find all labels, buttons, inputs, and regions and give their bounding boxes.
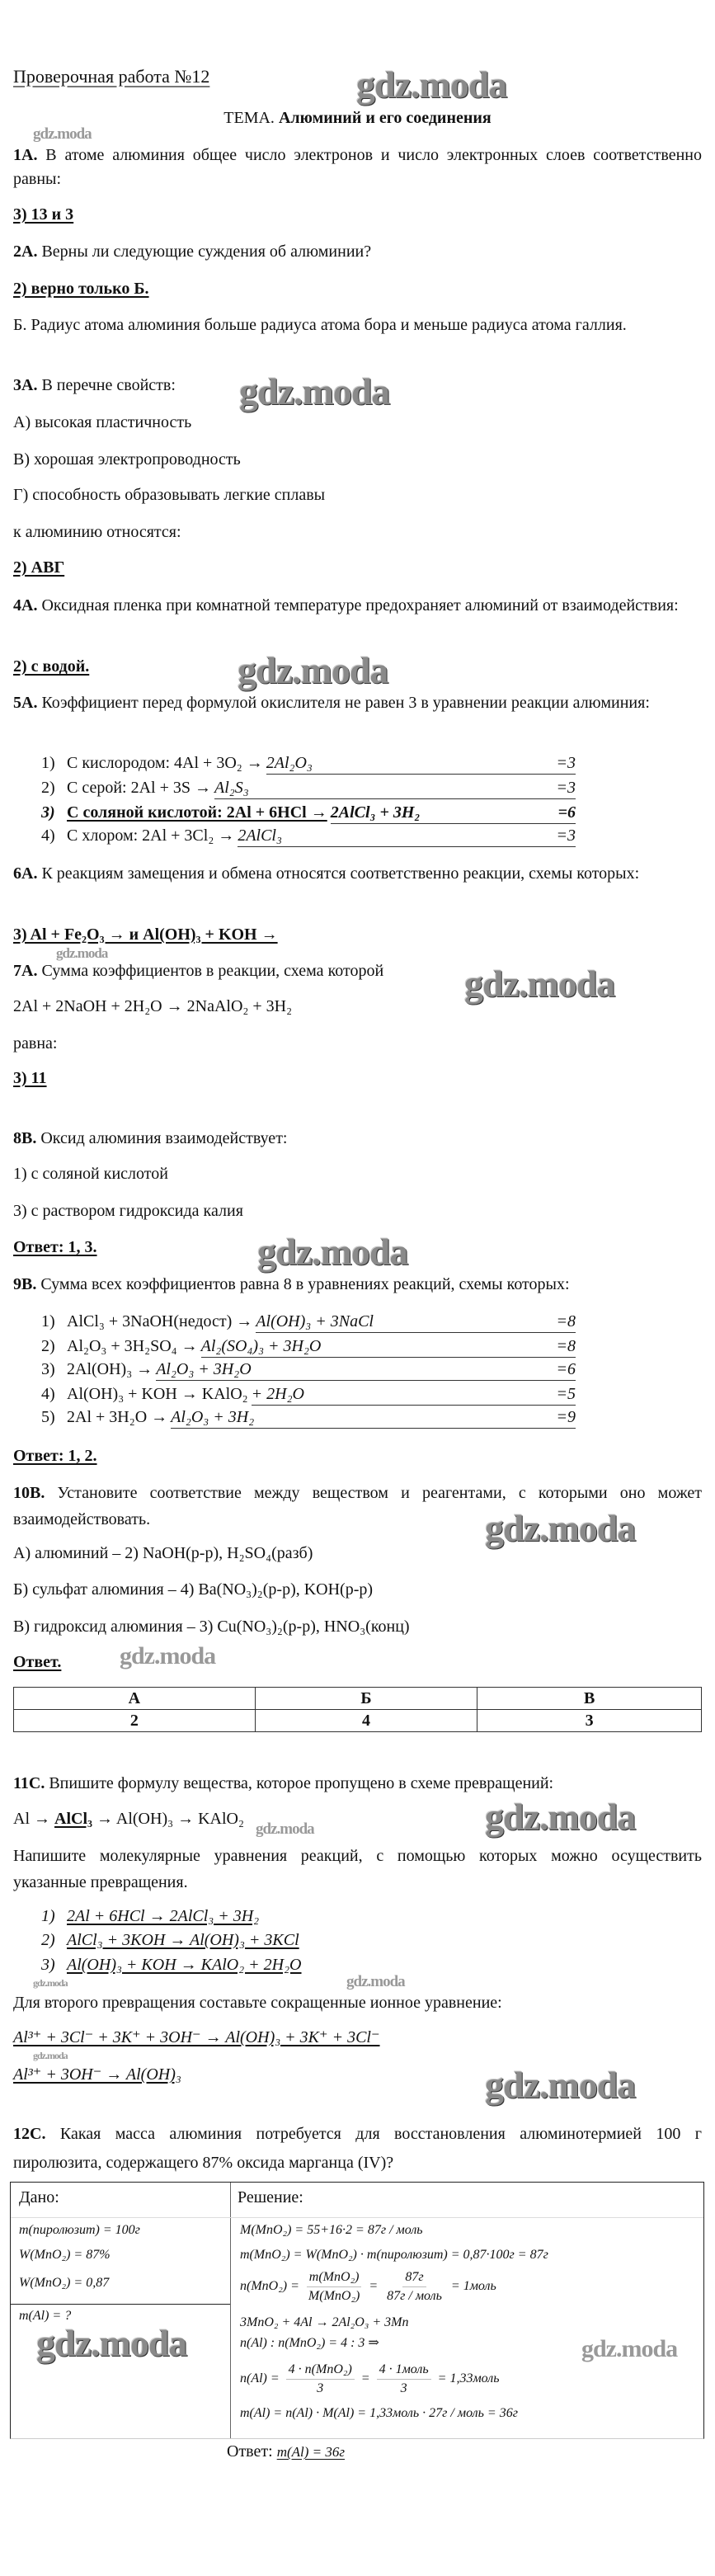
question-9 [13,1274,570,1295]
fraction [286,2361,355,2398]
watermark-logo: gdz.moda [33,1977,68,1989]
answer-4: 2) с водой. [13,657,90,676]
fraction [377,2361,431,2398]
solution-header: Решение: [238,2188,303,2206]
question-1 [13,144,702,191]
coefficient-sum: =8 [556,1312,576,1330]
equation-row [41,1335,576,1358]
question-text: Впишите формулу вещества, которое пропущено в схеме превращений: [49,1774,554,1792]
transformation-chain [13,1808,244,1830]
item-number: 4) [41,1385,55,1403]
item-number: 1) [41,1907,55,1925]
answer-value: m(Al) = 36г [276,2444,345,2460]
equation-answer [252,1383,576,1406]
equation-answer [256,1311,576,1333]
watermark-logo: gdz.moda [239,370,390,412]
equals: = [369,2279,379,2294]
question-number: 5А. [13,694,38,712]
equation-rhs: + 2H₂O [251,1385,304,1403]
question-text: К реакциям замещения и обмена относятся соответственно реакции, схемы которых: [41,864,640,883]
question-12 [13,2120,702,2178]
question-text: Коэффициент перед формулой окислителя не равен 3 в уравнении реакции алюминия: [41,694,650,712]
question-text: Установите соответствие между веществом и реагентами, с которыми оно может взаимодействовать. [13,1484,703,1528]
table-header-row [14,1688,702,1710]
question-number: 3А. [13,376,38,394]
equation-lhs: С серой: 2Al + 3S → [67,779,211,797]
equation-rhs: 2Al₂O₃ [266,754,313,772]
coefficient-sum: =3 [556,826,576,845]
equation-row [41,1383,576,1406]
watermark-logo: gdz.moda [485,1507,636,1549]
question-number: 11С. [13,1774,45,1792]
question-3 [13,374,176,396]
topic-heading [0,107,715,129]
equation-row [41,1406,576,1429]
equation-lhs: 2Al(OH)₃ → [67,1360,153,1378]
watermark-logo: gdz.moda [256,1820,314,1838]
watermark-logo: gdz.moda [356,64,507,106]
item-number: 1) [41,754,55,772]
given-item: W(MnO₂) = 87% [19,2248,111,2262]
equation-answer [238,825,576,847]
question-text: Какая масса алюминия потребуется для восстановления алюминотермией 100 г пиролюзита, содержащего 87% оксида марганца (IV)? [13,2125,703,2172]
watermark-logo: gdz.moda [33,125,92,143]
equation-answer [156,1359,576,1381]
equation-row [41,1954,302,1976]
match-item: А) алюминий – 2) NaOH(р-р), H₂SO₄(разб) [13,1544,313,1562]
watermark-logo: gdz.moda [346,1973,405,1990]
watermark-logo: gdz.moda [464,963,615,1005]
solution-step-fraction [240,2361,500,2398]
equation-rhs: 2AlCl₃ + 3H₂ [330,803,421,822]
watermark-logo: gdz.moda [257,1231,408,1273]
answer-label: Ответ. [13,1653,62,1671]
item-number: 2) [41,779,55,797]
option: 1) с соляной кислотой [13,1165,168,1183]
ionic-equation-full: Al³⁺ + 3Cl⁻ + 3K⁺ + 3OH⁻ → Al(OH)₃ + 3K⁺ + 3Cl⁻ [13,2028,380,2046]
equation-row-correct [41,802,576,824]
answer-8: Ответ: 1, 3. [13,1238,97,1256]
equation-lhs: Al₂O₃ + 3H₂SO₄ → [67,1337,198,1355]
table-cell: 2 [14,1710,256,1732]
question-text: Сумма всех коэффициентов равна 8 в уравнениях реакций, схемы которых: [40,1275,570,1293]
statement-b: Б. Радиус атома алюминия больше радиуса атома бора и меньше радиуса атома галлия. [13,316,627,334]
answer-table [13,1687,702,1732]
table-header: Б [255,1688,477,1710]
equation-lhs: С кислородом: 4Al + 3O₂ → [67,754,263,772]
match-item: Б) сульфат алюминия – 4) Ba(NO₃)₂(р-р), KOH(р-р) [13,1580,374,1599]
table-cell: 3 [477,1710,702,1732]
answer-7: 3) 11 [13,1069,47,1087]
item-number: 3) [41,1360,55,1378]
question-text: Оксидная пленка при комнатной температуре предохраняет алюминий от взаимодействия: [41,596,679,615]
fraction [384,2268,445,2305]
coefficient-sum: =6 [556,1360,576,1378]
topic-label: ТЕМА. [223,109,275,127]
option: Г) способность образовывать легкие сплавы [13,486,326,504]
numerator: 4 · n(MnO₂) [286,2361,355,2380]
question-number: 2А. [13,243,38,261]
solution-step: m(MnO₂) = W(MnO₂) · m(пиролюзит) = 0,87·100г = 87г [240,2248,548,2262]
question-text: Сумма коэффициентов в реакции, схема которой [41,962,384,980]
solution-step: m(Al) = n(Al) · M(Al) = 1,33моль · 27г / моль = 36г [240,2406,518,2420]
chain-start: Al → [13,1810,50,1828]
item-number: 1) [41,1312,55,1330]
question-2 [13,241,371,262]
equation-row [41,1311,576,1333]
answer-2: 2) верно только Б. [13,280,149,298]
equation-lhs: С хлором: 2Al + 3Cl₂ → [67,826,235,845]
given-item: W(MnO₂) = 0,87 [19,2276,110,2290]
watermark-logo: gdz.moda [36,2322,187,2364]
equation: AlCl₃ + 3KOH → Al(OH)₃ + 3KCl [67,1931,299,1949]
solution-step: M(MnO₂) = 55+16·2 = 87г / моль [240,2223,423,2237]
question-tail: равна: [13,1034,58,1053]
result: = 1,33моль [437,2371,500,2386]
given-divider [11,2304,230,2305]
ionic-task: Для второго превращения составьте сокращенные ионное уравнение: [13,1994,502,2012]
question-number: 1А. [13,146,38,164]
question-number: 10В. [13,1484,45,1502]
watermark-logo: gdz.moda [485,1796,636,1838]
numerator: m(MnO₂) [307,2268,362,2287]
question-5 [13,691,702,714]
item-number: 4) [41,826,55,845]
match-item: В) гидроксид алюминия – 3) Cu(NO₃)₂(р-р), HNO₃(конц) [13,1618,410,1636]
solution-step: n(Al) : n(MnO₂) = 4 : 3 ⇒ [240,2336,379,2350]
question-text: Оксид алюминия взаимодействует: [40,1129,288,1147]
watermark-logo: gdz.moda [56,945,108,961]
answer-label: Ответ: [227,2442,273,2461]
question-tail: к алюминию относятся: [13,523,181,541]
equation: Al(OH)₃ + KOH → KAlO₂ + 2H₂O [67,1956,302,1974]
watermark-logo: gdz.moda [581,2335,678,2362]
equation-row [41,1905,259,1927]
equation-rhs: Al(OH)₃ + 3NaCl [256,1312,374,1330]
item-number: 5) [41,1408,55,1426]
equation-rhs: Al₂O₃ + 3H₂ [171,1408,255,1426]
denominator: M(MnO₂) [308,2289,360,2303]
question-number: 8В. [13,1129,37,1147]
solution-table [10,2182,704,2439]
denominator: 3 [317,2381,324,2395]
coefficient-sum: =9 [556,1408,576,1426]
answer-9: Ответ: 1, 2. [13,1447,97,1465]
question-number: 12С. [13,2125,46,2143]
coefficient-sum: =3 [556,779,576,797]
coefficient-sum: =5 [556,1385,576,1403]
coefficient-sum: =3 [556,754,576,772]
table-header: А [14,1688,256,1710]
chain-end: → Al(OH)₃ → KAlO₂ [96,1810,244,1828]
equation-row [41,825,576,847]
question-text: В атоме алюминия общее число электронов и число электронных слоев соответственно равны: [13,146,702,188]
equation-row [41,1929,299,1951]
equation-row [41,752,576,775]
denominator: 87г / моль [387,2289,442,2303]
fraction [306,2268,362,2305]
equals: = [360,2371,370,2386]
reaction-scheme: 2Al + 2NaOH + 2H₂O → 2NaAlO₂ + 3H₂ [13,997,293,1015]
item-number: 2) [41,1931,55,1949]
ionic-equation-short: Al³⁺ + 3OH⁻ → Al(OH)₃ [13,2065,181,2084]
equation: 2Al + 6HCl → 2AlCl₃ + 3H₂ [67,1907,260,1925]
equation-answer [331,802,576,824]
lhs: n(MnO₂) = [240,2279,299,2294]
answer-1: 3) 13 и 3 [13,205,74,224]
watermark-logo: gdz.moda [238,649,388,691]
numerator: 87г [402,2268,426,2287]
option: А) высокая пластичность [13,413,192,431]
solution-step-fraction [240,2268,496,2305]
answer-6: 3) Al + Fe₂O₃ → и Al(OH)₃ + KOH → [13,925,278,944]
question-4 [13,593,702,618]
coefficient-sum: =6 [557,803,576,822]
question-number: 4А. [13,596,38,615]
equation-row [41,777,576,799]
find-item: m(Al) = ? [19,2309,72,2323]
task-text: Напишите молекулярные уравнения реакций, с помощью которых можно осуществить указанные превращения. [13,1847,702,1891]
watermark-logo: gdz.moda [33,2050,68,2061]
question-11 [13,1773,553,1794]
page-title: Проверочная работа №12 [13,66,210,87]
table-cell: 4 [255,1710,477,1732]
equation-rhs: Al₂(SO₄)₃ + 3H₂O [200,1337,322,1355]
question-6 [13,861,702,886]
numerator: 4 · 1моль [377,2361,431,2380]
final-answer [227,2441,345,2463]
question-7 [13,960,383,982]
given-header: Дано: [19,2188,59,2206]
option: В) хорошая электропроводность [13,450,241,469]
question-text: В перечне свойств: [41,376,176,394]
equation-lhs: 2Al + 3H₂O → [67,1408,168,1426]
question-8 [13,1128,287,1149]
question-text: Верны ли следующие суждения об алюминии? [41,243,372,261]
item-number: 3) [41,1956,55,1974]
equation-answer [214,777,576,799]
equation-answer [266,752,576,775]
item-number: 3) [41,803,55,822]
question-number: 7А. [13,962,38,980]
equation-rhs: Al₂S₃ [214,779,249,797]
question-number: 6А. [13,864,38,883]
equation-rhs: Al₂O₃ + 3H₂O [156,1360,252,1378]
denominator: 3 [400,2381,407,2395]
coefficient-sum: =8 [556,1337,576,1355]
lhs: n(Al) = [240,2371,280,2386]
table-row [14,1710,702,1732]
solution-step: 3MnO₂ + 4Al → 2Al₂O₃ + 3Mn [240,2315,409,2329]
option: 3) с раствором гидроксида калия [13,1202,243,1220]
chain-missing-substance: AlCl₃ [54,1810,92,1828]
given-item: m(пиролюзит) = 100г [19,2223,140,2237]
equation-rhs: 2AlCl₃ [238,826,282,845]
watermark-logo: gdz.moda [120,1642,216,1669]
equation-lhs: AlCl₃ + 3NaOH(недост) → [67,1312,253,1330]
item-number: 2) [41,1337,55,1355]
equation-lhs: С соляной кислотой: 2Al + 6HCl → [67,803,327,822]
topic-text: Алюминий и его соединения [278,109,492,127]
header-divider [11,2217,703,2218]
equation-answer [201,1335,576,1358]
watermark-logo: gdz.moda [485,2064,636,2106]
answer-3: 2) АВГ [13,558,65,577]
equation-row [41,1359,576,1381]
question-number: 9В. [13,1275,37,1293]
equation-lhs: Al(OH)₃ + KOH → KAlO₂ [67,1385,248,1403]
column-divider [230,2183,231,2438]
table-header: В [477,1688,702,1710]
result: = 1моль [450,2279,496,2294]
equation-answer [171,1406,576,1429]
